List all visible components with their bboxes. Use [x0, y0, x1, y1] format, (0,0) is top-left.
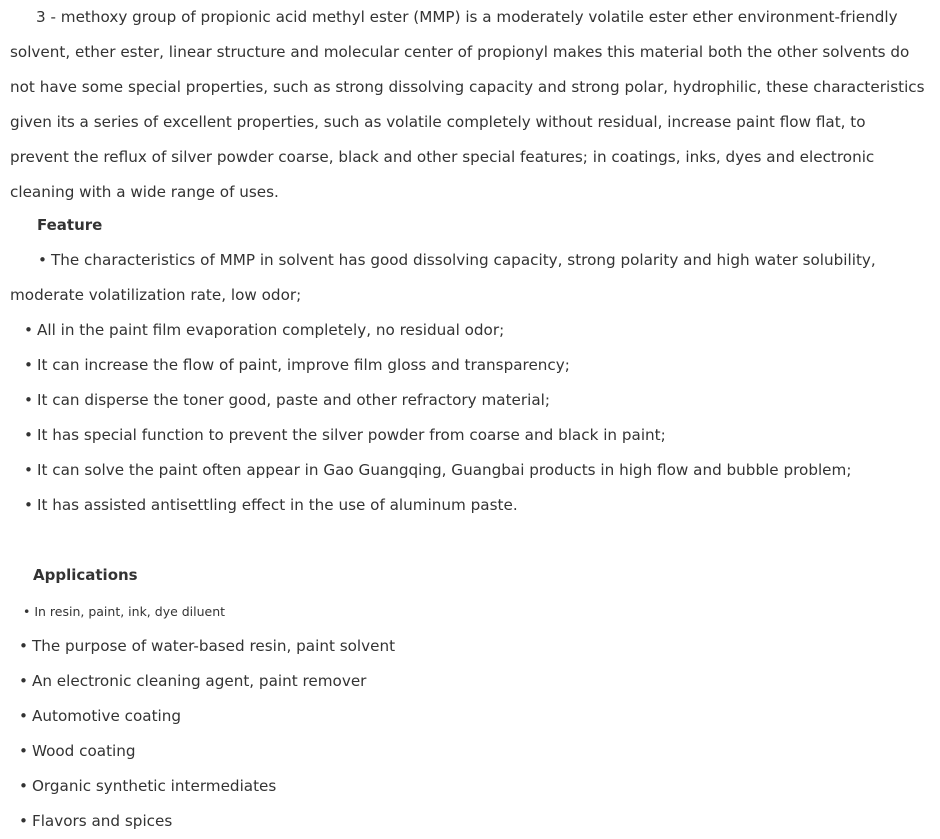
feature-item: [10, 348, 925, 383]
application-item-text: The purpose of water-based resin, paint solvent: [31, 637, 396, 655]
application-item-text: Automotive coating: [31, 707, 182, 725]
feature-item: [10, 488, 925, 523]
intro-paragraph: 3 - methoxy group of propionic acid methyl ester (MMP) is a moderately volatile ester ether environment-friendly solvent, ether ester, linear structure and molecular center of propionyl makes this material both the other solvents do not have some special properties, such as strong dissolving capacity and strong polar, hydrophilic, these characteristics given its a series of excellent properties, such as volatile completely without residual, increase paint flow flat, to prevent the reflux of silver powder coarse, black and other special features; in coatings, inks, dyes and electronic cleaning with a wide range of uses.: [10, 8, 925, 201]
feature-list: [10, 243, 925, 523]
applications-first-item: • In resin, paint, ink, dye diluent: [23, 604, 226, 619]
bullet-icon: •: [24, 496, 33, 514]
feature-item: [10, 383, 925, 418]
feature-item-text: It can solve the paint often appear in Gao Guangqing, Guangbai products in high flow and bubble problem;: [36, 461, 852, 479]
application-item: [19, 734, 395, 769]
feature-item-text: It has special function to prevent the silver powder from coarse and black in paint;: [36, 426, 666, 444]
feature-item-text: The characteristics of MMP in solvent has good dissolving capacity, strong polarity and high water solubility, moderate volatilization rate, low odor;: [10, 251, 876, 304]
application-item-text: Wood coating: [31, 742, 136, 760]
feature-item-text: All in the paint film evaporation completely, no residual odor;: [36, 321, 505, 339]
application-item-text: Flavors and spices: [31, 812, 173, 830]
application-item: [19, 699, 395, 734]
feature-item: [10, 453, 925, 488]
bullet-icon: •: [24, 461, 33, 479]
applications-list: [19, 629, 395, 839]
application-item: [19, 629, 395, 664]
bullet-icon: •: [19, 672, 28, 690]
bullet-icon: •: [19, 777, 28, 795]
bullet-icon: •: [24, 426, 33, 444]
application-item: [19, 804, 395, 839]
bullet-icon: •: [24, 391, 33, 409]
feature-heading: Feature: [37, 216, 103, 234]
bullet-icon: •: [19, 707, 28, 725]
feature-item: [10, 313, 925, 348]
applications-heading: Applications: [33, 566, 138, 584]
bullet-icon: •: [24, 321, 33, 339]
bullet-icon: •: [19, 742, 28, 760]
application-item-text: An electronic cleaning agent, paint remover: [31, 672, 367, 690]
application-item-text: Organic synthetic intermediates: [31, 777, 277, 795]
feature-item-text: It can increase the flow of paint, improve film gloss and transparency;: [36, 356, 570, 374]
feature-item: [10, 418, 925, 453]
application-item: [19, 769, 395, 804]
feature-item-text: It has assisted antisettling effect in the use of aluminum paste.: [36, 496, 518, 514]
bullet-icon: •: [19, 637, 28, 655]
bullet-icon: •: [38, 251, 47, 269]
bullet-icon: •: [24, 356, 33, 374]
feature-item-text: It can disperse the toner good, paste and other refractory material;: [36, 391, 550, 409]
bullet-icon: •: [19, 812, 28, 830]
application-item: [19, 664, 395, 699]
feature-item: [10, 243, 925, 313]
